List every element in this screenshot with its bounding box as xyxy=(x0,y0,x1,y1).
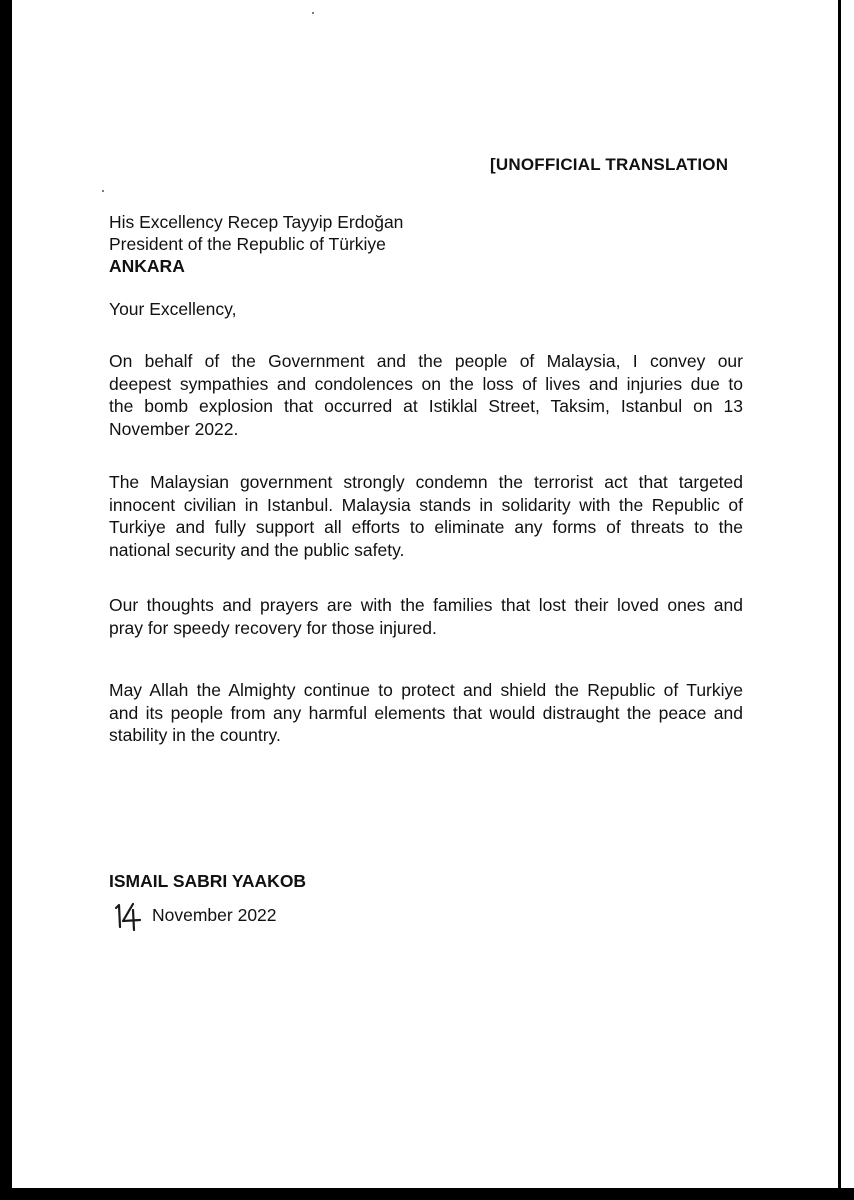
body-paragraph xyxy=(109,350,743,440)
letter-date: November 2022 xyxy=(152,905,277,925)
scan-edge-left xyxy=(0,0,12,1200)
body-paragraph xyxy=(109,679,743,747)
scan-edge-bottom xyxy=(0,1188,854,1200)
signatory-name: ISMAIL SABRI YAAKOB xyxy=(109,871,307,891)
paragraph-line: pray for speedy recovery for those injured. xyxy=(109,617,437,638)
paragraph-line: deepest sympathies and condolences on the loss of lives and injuries due to xyxy=(109,373,743,394)
scan-speck xyxy=(102,190,104,192)
paragraph-line: national security and the public safety. xyxy=(109,539,405,560)
addressee-name: His Excellency Recep Tayyip Erdoğan xyxy=(109,212,404,232)
salutation: Your Excellency, xyxy=(109,299,237,319)
scan-speck xyxy=(312,12,314,14)
handwritten-day xyxy=(113,902,143,932)
paragraph-line: On behalf of the Government and the people of Malaysia, I convey our xyxy=(109,351,743,371)
paragraph-line: Our thoughts and prayers are with the families that lost their loved ones and xyxy=(109,595,743,615)
body-paragraph xyxy=(109,471,743,561)
body-paragraph xyxy=(109,594,743,639)
paragraph-line: November 2022. xyxy=(109,418,239,439)
unofficial-translation-heading: [UNOFFICIAL TRANSLATION xyxy=(490,155,729,174)
paragraph-line: stability in the country. xyxy=(109,725,281,745)
addressee-title: President of the Republic of Türkiye xyxy=(109,234,386,254)
addressee-city: ANKARA xyxy=(109,256,185,276)
paragraph-line: Turkiye and fully support all efforts to eliminate any forms of threats to the xyxy=(109,517,743,537)
paragraph-line: innocent civilian in Istanbul. Malaysia stands in solidarity with the Republic of xyxy=(109,494,743,515)
paragraph-line: May Allah the Almighty continue to protect and shield the Republic of Turkiye xyxy=(109,680,743,700)
paragraph-line: The Malaysian government strongly condemn the terrorist act that targeted xyxy=(109,472,743,492)
paragraph-line: and its people from any harmful elements that would distraught the peace and xyxy=(109,702,743,723)
scan-edge-right xyxy=(838,0,841,1188)
paragraph-line: the bomb explosion that occurred at Istiklal Street, Taksim, Istanbul on 13 xyxy=(109,396,743,416)
